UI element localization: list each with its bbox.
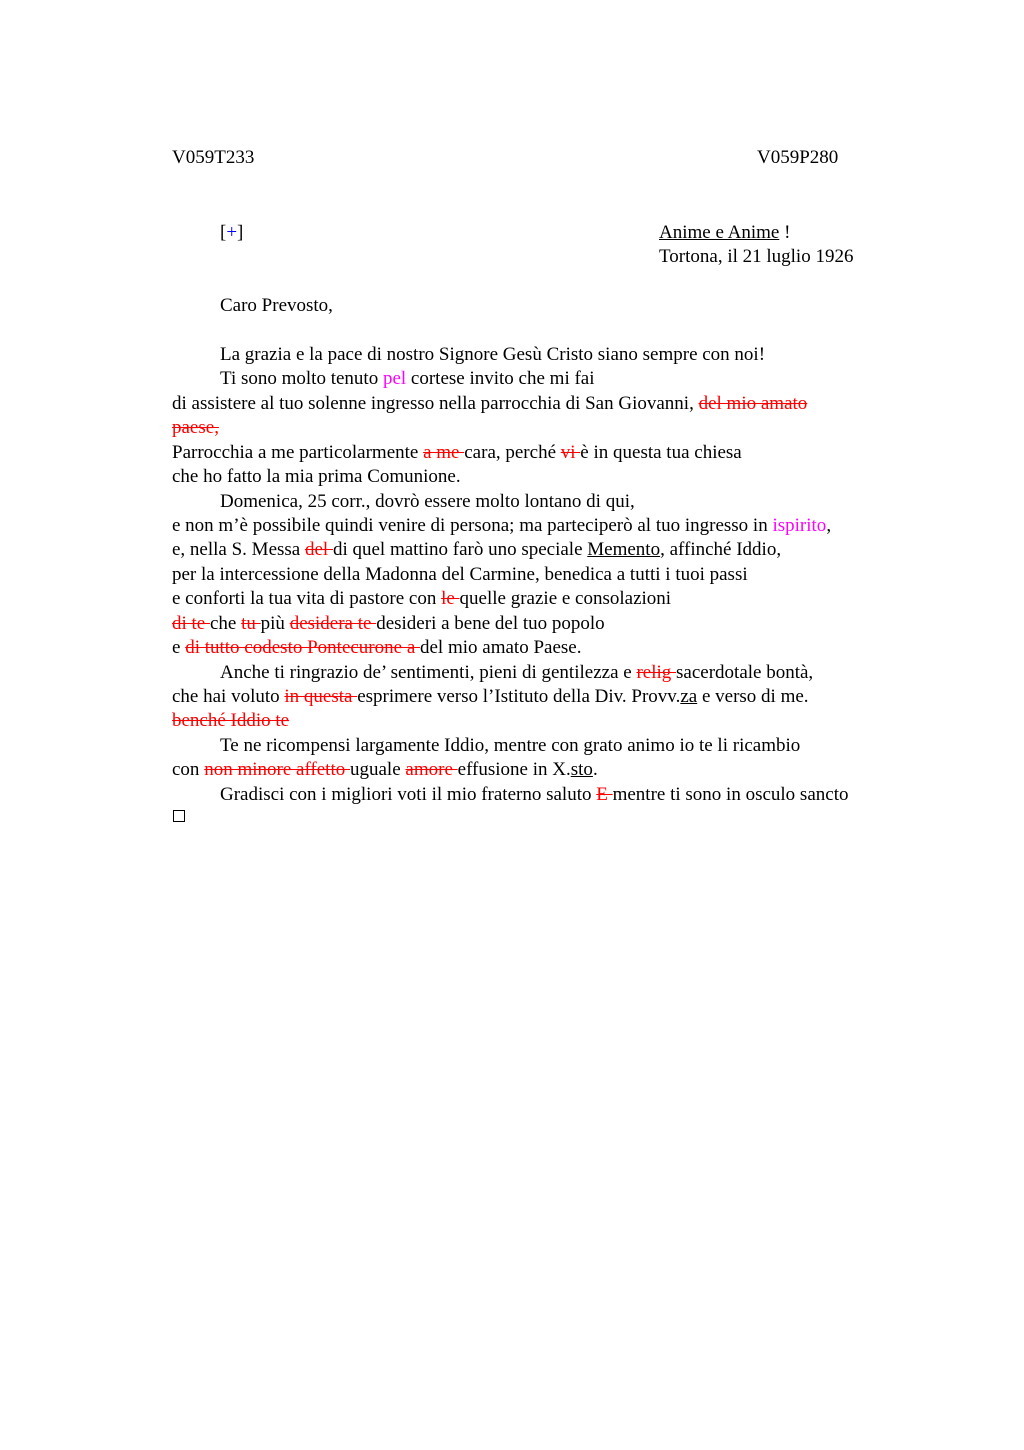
letter-title — [659, 221, 790, 245]
document-code-right: V059P280 — [757, 147, 839, 168]
body-line-14: Anche ti ringrazio de’ sentimenti, pieni di gentilezza e relig sacerdotale bontà, — [220, 662, 814, 683]
body-line-1: La grazia e la pace di nostro Signore Gesù Cristo siano sempre con noi! — [220, 344, 766, 365]
body-line-19: Gradisci con i migliori voti il mio fraterno saluto E mentre ti sono in osculo sancto — [220, 784, 849, 805]
deleted-text: vi — [560, 442, 581, 463]
body-line-17: Te ne ricompensi largamente Iddio, mentre con grato animo io te li ricambio — [220, 735, 801, 756]
body-line-10: per la intercessione della Madonna del Carmine, benedica a tutti i tuoi passi — [172, 564, 748, 585]
deleted-text: del mio amato — [698, 393, 808, 414]
deleted-text: di te — [172, 613, 210, 634]
deleted-text: in questa — [284, 686, 358, 707]
underlined-text: sto — [570, 759, 593, 780]
underlined-text: za — [680, 686, 698, 707]
body-line-9: e, nella S. Messa del di quel mattino farò uno speciale Memento, affinché Iddio, — [172, 539, 782, 560]
body-line-7: Domenica, 25 corr., dovrò essere molto lontano di qui, — [220, 491, 635, 512]
body-line-15: che hai voluto in questa esprimere verso l’Istituto della Div. Provv.za e verso di me. — [172, 686, 809, 707]
body-line-12: di te che tu più desidera te desideri a bene del tuo popolo — [172, 613, 605, 634]
deleted-text: benché Iddio te — [172, 710, 290, 731]
checkbox-square-icon — [173, 810, 185, 822]
deleted-text: tu — [241, 613, 261, 634]
correction-magenta: ispirito — [772, 515, 827, 536]
marker-close: ] — [237, 222, 244, 243]
salutation: Caro Prevosto, — [220, 295, 333, 316]
deleted-text: amore — [405, 759, 458, 780]
deleted-text: E — [596, 784, 613, 805]
plus-icon[interactable]: + — [226, 222, 238, 243]
body-line-18: con non minore affetto uguale amore effusione in X.sto. — [172, 759, 598, 780]
body-line-5: Parrocchia a me particolarmente a me cara, perché vi è in questa tua chiesa — [172, 442, 742, 463]
body-line-2: Ti sono molto tenuto pel cortese invito che mi fai — [220, 368, 595, 389]
deleted-text: paese, — [172, 417, 219, 438]
document-code-left: V059T233 — [172, 147, 255, 168]
deleted-text: a me — [423, 442, 465, 463]
underlined-text: Memento — [587, 539, 661, 560]
body-line-4 — [172, 416, 219, 440]
deleted-text: relig — [636, 662, 677, 683]
deleted-text: del — [304, 539, 333, 560]
expand-marker[interactable] — [220, 221, 243, 245]
body-line-3: di assistere al tuo solenne ingresso nella parrocchia di San Giovanni, del mio amato — [172, 393, 808, 414]
letter-title-text: Anime e Anime — [659, 222, 780, 243]
body-line-8: e non m’è possibile quindi venire di persona; ma parteciperò al tuo ingresso in ispirito, — [172, 515, 832, 536]
deleted-text: di tutto codesto Pontecurone a — [185, 637, 420, 658]
body-line-11: e conforti la tua vita di pastore con le quelle grazie e consolazioni — [172, 588, 672, 609]
body-line-13: e di tutto codesto Pontecurone a del mio amato Paese. — [172, 637, 582, 658]
body-line-6: che ho fatto la mia prima Comunione. — [172, 466, 461, 487]
marker-open: [ — [220, 222, 227, 243]
place-date: Tortona, il 21 luglio 1926 — [659, 246, 854, 267]
body-line-16 — [172, 709, 289, 733]
deleted-text: desidera te — [289, 613, 377, 634]
letter-title-suffix: ! — [779, 222, 791, 243]
deleted-text: non minore affetto — [204, 759, 350, 780]
deleted-text: le — [441, 588, 460, 609]
correction-magenta: pel — [382, 368, 407, 389]
